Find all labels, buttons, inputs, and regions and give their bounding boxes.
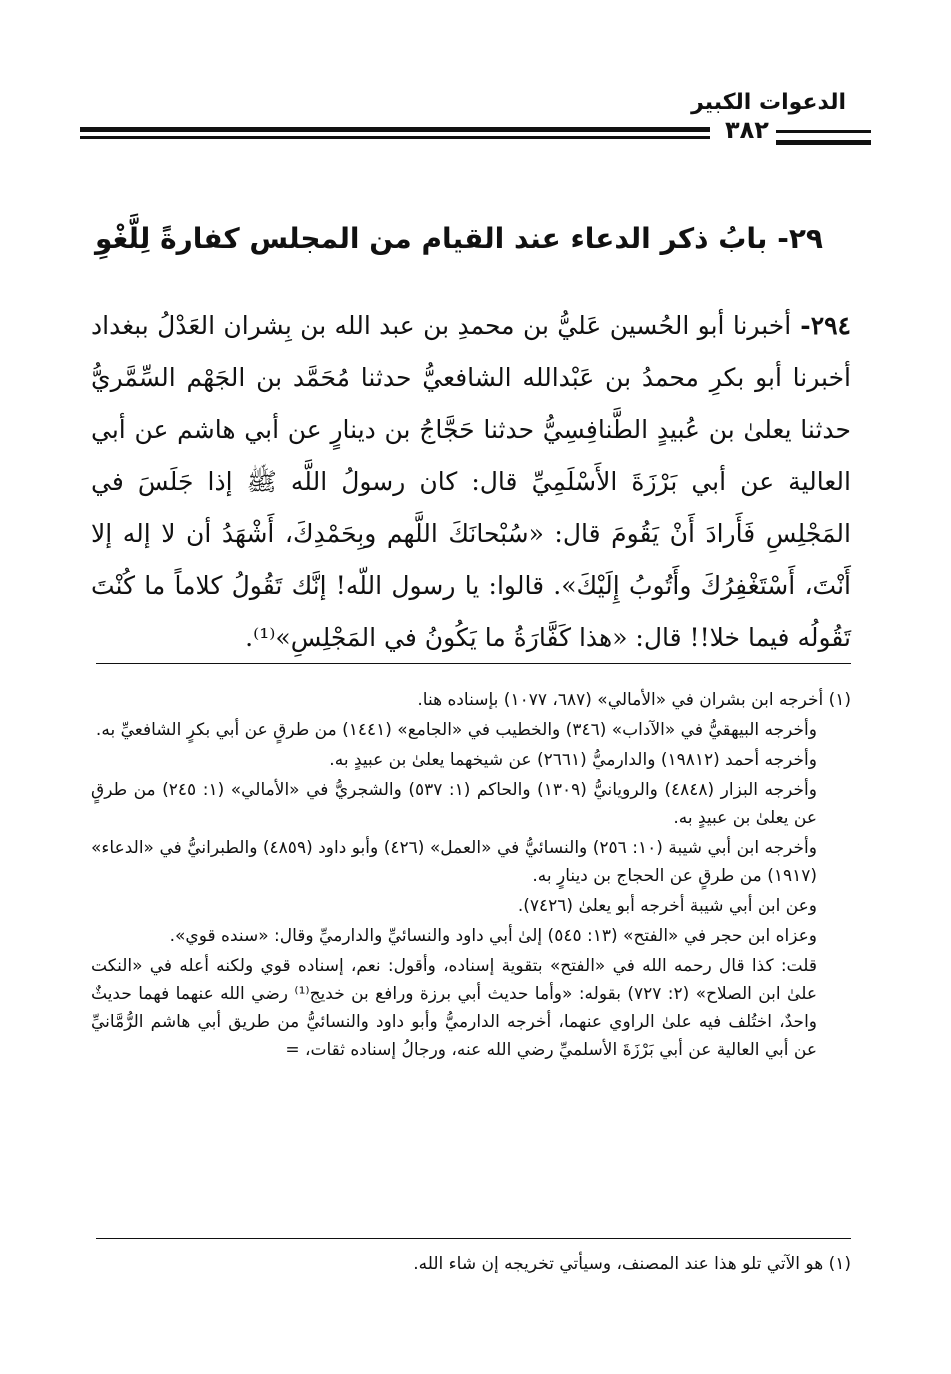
- footnote-line: وأخرجه البزار (٤٨٤٨) والرويانيُّ (١٣٠٩) والحاكم (١: ٥٣٧) والشجريُّ في «الأمالي» (١: ٢٤٥) من طرقٍ عن يعلىٰ بن عبيدٍ به.: [91, 780, 817, 828]
- footnote-line: وأخرجه البيهقيُّ في «الآداب» (٣٤٦) والخطيب في «الجامع» (١٤٤١) من طرقٍ عن أبي بكرٍ الشافعيِّ به.: [95, 720, 817, 740]
- running-header-title: الدعوات الكبير: [691, 90, 846, 115]
- footnote-line: (١) أخرجه ابن بشران في «الأمالي» (٦٨٧، ١٠٧٧) بإسناده هنا.: [417, 690, 851, 710]
- footnote-line: وعزاه ابن حجر في «الفتح» (١٣: ٥٤٥) إلىٰ أبي داود والنسائيِّ والدارميِّ وقال: «سنده قوي».: [169, 926, 817, 946]
- header-rule: [776, 140, 871, 145]
- hadith-number: ٢٩٤-: [791, 311, 851, 340]
- footnote-divider: [96, 663, 851, 664]
- sub-footnote: (١) هو الآتي تلو هذا عند المصنف، وسيأتي تخريجه إن شاء الله.: [413, 1254, 851, 1274]
- page-number: ٣٨٢: [725, 116, 769, 144]
- footnote-line: وأخرجه أحمد (١٩٨١٢) والدارميُّ (٢٦٦١) عن شيخهما يعلىٰ بن عبيدٍ به.: [329, 750, 817, 770]
- hadith-text: أخبرنا أبو الحُسين عَليُّ بن محمدِ بن عبد الله بن بِشران العَدْلُ ببغداد أخبرنا أبو بكرِ محمدُ بن عَبْدالله الشافعيُّ حدثنا مُحَمَّد بن الجَهْم السِّمَّريُّ حدثنا يعلىٰ بن عُبيدٍ الطَّنافِسِيُّ حدثنا حَجَّاجُ بن دينارٍ عن أبي هاشم عن أبي العالية عن أبي بَرْزَةَ الأَسْلَمِيِّ قال: كان رسولُ اللَّه ﷺ إذا جَلَسَ في المَجْلِسِ فَأَرادَ أَنْ يَقُومَ قال: «سُبْحانَكَ اللَّهم وبِحَمْدِكَ، أَشْهَدُ أن لا إله إلا أَنْتَ، أَسْتَغْفِرُكَ وأَتُوبُ إِلَيْكَ». قالوا: يا رسول اللّه! إنَّك تَقُولُ كلاماً ما كُنْتَ تَقُولُه فيما خلا!! قال: «هذا كَفَّارَةُ ما يَكُونُ في المَجْلِسِ»⁽¹⁾.: [91, 311, 851, 652]
- footnote-line: قلت: كذا قال رحمه الله في «الفتح» بتقوية إسناده، وأقول: نعم، إسناده قوي ولكنه أعله في «النكت علىٰ ابن الصلاح» (٢: ٧٢٧) بقوله: «وأما حديث أبي برزة ورافع بن خديج⁽¹⁾ رضي الله عنهما فهما حديثٌ واحدٌ، اختُلف فيه علىٰ الراوي عنهما، أخرجه الدارميُّ وأبو داود والنسائيُّ من طريق أبي هاشم الرُّمَّانيِّ عن أبي العالية عن أبي بَرْزَةَ الأسلميِّ رضي الله عنه، ورجالُ إسناده ثقات، =: [91, 956, 817, 1060]
- footnotes: [91, 686, 851, 1066]
- footnote-line: وأخرجه ابن أبي شيبة (١٠: ٢٥٦) والنسائيُّ في «العمل» (٤٢٦) وأبو داود (٤٨٥٩) والطبرانيُّ في «الدعاء» (١٩١٧) من طرقٍ عن الحجاج بن دينارٍ به.: [91, 838, 817, 886]
- hadith-body: [91, 300, 851, 664]
- header-rule: [80, 127, 710, 132]
- footnote-line: وعن ابن أبي شيبة أخرجه أبو يعلىٰ (٧٤٢٦).: [517, 896, 817, 916]
- header-rule: [80, 136, 710, 139]
- footnote-divider: [96, 1238, 851, 1239]
- header-rule: [776, 130, 871, 133]
- chapter-heading: ٢٩- بابُ ذكر الدعاء عند القيام من المجلس كفارةً لِلَّغْوِ: [95, 222, 823, 255]
